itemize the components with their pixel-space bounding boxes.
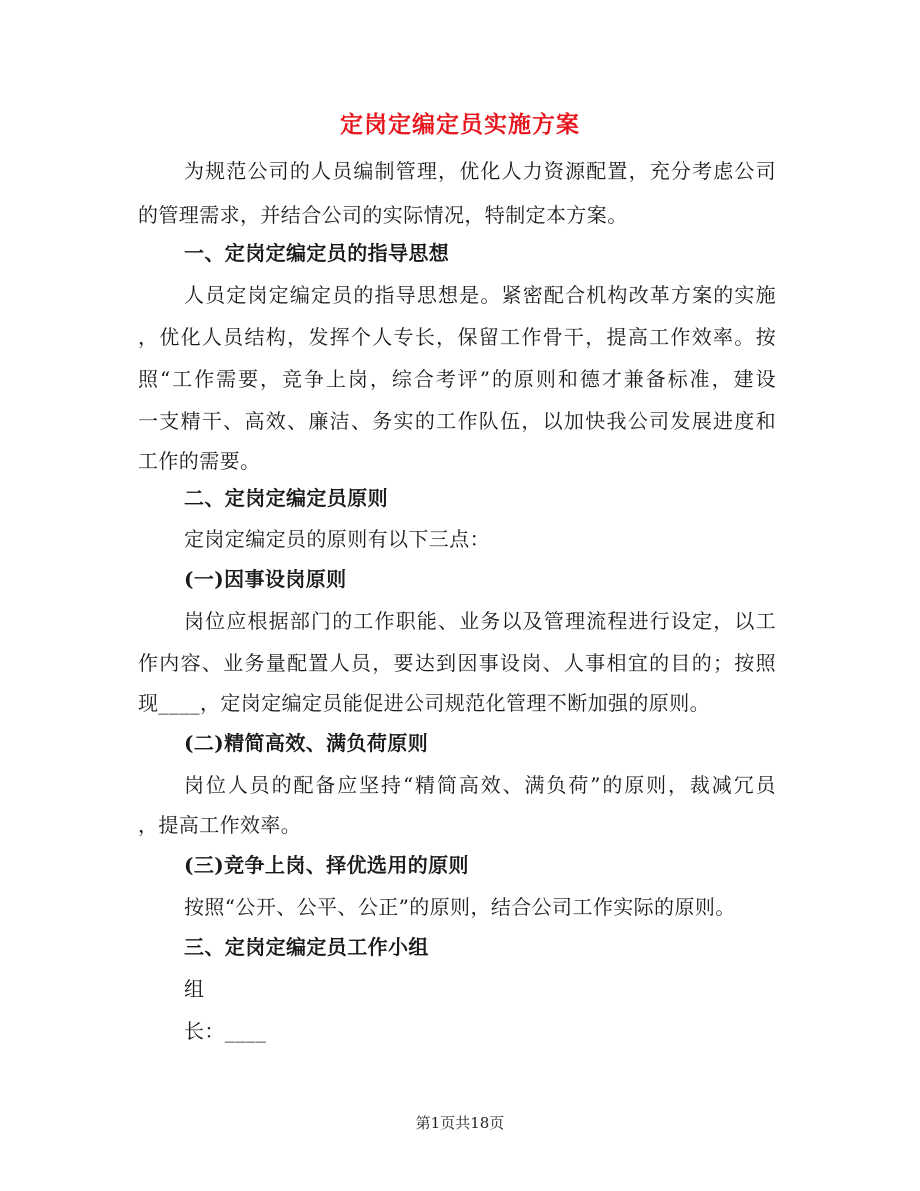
paragraph-line: 长：____ <box>184 1019 267 1043</box>
paragraph-line: 组 <box>184 977 205 1001</box>
paragraph-line: 按照“公开、公平、公正”的原则，结合公司工作实际的原则。 <box>184 895 736 919</box>
page-number-footer: 第1页共18页 <box>415 1114 505 1132</box>
paragraph-line: 岗位应根据部门的工作职能、业务以及管理流程进行设定，以工 <box>184 609 776 633</box>
paragraph-line: 定岗定编定员的原则有以下三点： <box>184 527 490 551</box>
subsection-heading: (三)竞争上岗、择优选用的原则 <box>184 853 469 877</box>
section-heading: 二、定岗定编定员原则 <box>184 486 388 510</box>
paragraph-line: 为规范公司的人员编制管理，优化人力资源配置，充分考虑公司 <box>184 159 776 183</box>
paragraph-line: 工作的需要。 <box>138 449 261 473</box>
paragraph-line: ，优化人员结构，发挥个人专长，保留工作骨干，提高工作效率。按 <box>138 325 776 349</box>
paragraph-line: 岗位人员的配备应坚持“精简高效、满负荷”的原则，裁减冗员 <box>184 773 776 797</box>
paragraph-line: 照“工作需要，竞争上岗，综合考评”的原则和德才兼备标准，建设 <box>138 367 776 391</box>
paragraph-line: 一支精干、高效、廉洁、务实的工作队伍，以加快我公司发展进度和 <box>138 409 776 433</box>
paragraph-line: ，提高工作效率。 <box>138 813 302 837</box>
paragraph-line: 现____，定岗定编定员能促进公司规范化管理不断加强的原则。 <box>138 691 710 715</box>
paragraph-line: 作内容、业务量配置人员，要达到因事设岗、人事相宜的目的；按照 <box>138 651 776 675</box>
section-heading: 一、定岗定编定员的指导思想 <box>184 241 450 265</box>
subsection-heading: (二)精简高效、满负荷原则 <box>184 731 429 755</box>
document-title: 定岗定编定员实施方案 <box>340 111 580 138</box>
subsection-heading: (一)因事设岗原则 <box>184 567 347 591</box>
paragraph-line: 的管理需求，并结合公司的实际情况，特制定本方案。 <box>138 203 628 227</box>
paragraph-line: 人员定岗定编定员的指导思想是。紧密配合机构改革方案的实施 <box>184 283 776 307</box>
section-heading: 三、定岗定编定员工作小组 <box>184 935 429 959</box>
